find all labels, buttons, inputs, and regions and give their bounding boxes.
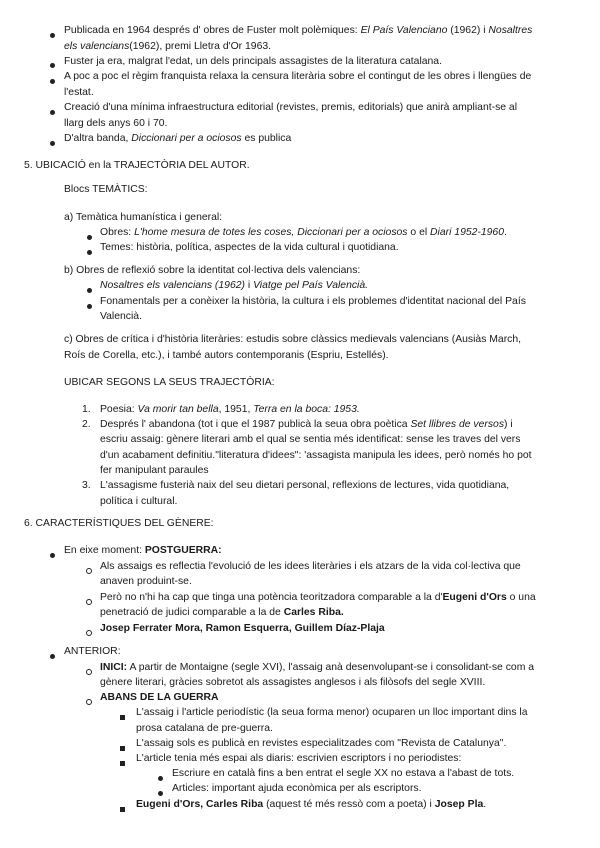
postguerra-item-3: Josep Ferrater Mora, Ramon Esquerra, Guillem Díaz-Plaja — [100, 623, 385, 634]
deep-item-2: Articles: important ajuda econòmica per als escriptors. — [172, 783, 422, 794]
square-bullet-icon — [117, 803, 127, 818]
ubicar-item-2-line-4: fer manipulant paraules — [100, 465, 209, 476]
bullet-icon — [84, 246, 94, 261]
ring-bullet-icon — [84, 627, 94, 642]
blocs-title: Blocs TEMÀTICS: — [64, 184, 148, 195]
ubicar-item-2-line-1: Després l' abandona (tot i que el 1987 publicà la seua obra poètica Set llibres de versos) i — [100, 419, 513, 430]
ring-bullet-icon — [84, 666, 94, 681]
block-b-title: b) Obres de reflexió sobre la identitat col·lectiva dels valencians: — [64, 265, 361, 276]
section-5-heading: 5. UBICACIÓ en la TRAJECTÒRIA DEL AUTOR. — [24, 160, 250, 171]
abans-item-3: L'article tenia més espai als diaris: escrivien escriptors i no periodistes: — [136, 753, 462, 764]
ubicar-item-2-line-3: d'un acabament definitiu."literatura d'idees": 'assagista manipula les idees, però només ho pot — [100, 450, 532, 461]
intro-item-1-line-2: els valencians(1962), premi Lletra d'Or 1963. — [64, 41, 272, 52]
bullet-icon — [47, 59, 57, 74]
abans-item-1-line-2: prosa catalana de pre-guerra. — [136, 723, 273, 734]
abans-guerra-label: ABANS DE LA GUERRA — [100, 692, 219, 703]
ubicar-item-3-line-1: L'assagisme fusterià naix del seu dietari personal, reflexions de lectures, vida quotidiana, — [100, 480, 510, 491]
bullet-icon — [47, 106, 57, 121]
bullet-icon — [84, 231, 94, 246]
intro-item-2: Fuster ja era, malgrat l'edat, un dels principals assagistes de la literatura catalana. — [64, 56, 442, 67]
ubicar-item-1: Poesia: Va morir tan bella, 1951, Terra en la boca: 1953. — [100, 404, 360, 415]
block-a-item-1: Obres: L'home mesura de totes les coses, Diccionari per a ociosos o el Diari 1952-1960. — [100, 227, 507, 238]
ubicar-item-3-line-2: política i cultural. — [100, 496, 178, 507]
bullet-icon — [47, 29, 57, 44]
ubicar-number: 2. — [82, 419, 91, 430]
bullet-icon — [47, 137, 57, 152]
ubicar-number: 3. — [82, 480, 91, 491]
abans-item-4: Eugeni d'Ors, Carles Riba (aquest té més ressò com a poeta) i Josep Pla. — [136, 799, 487, 810]
block-b-item-2-line-1: Fonamentals per a conèixer la història, la cultura i els problemes d'identitat nacional del País — [100, 296, 526, 307]
ring-bullet-icon — [84, 596, 94, 611]
bullet-icon — [84, 284, 94, 299]
anterior-label: ANTERIOR: — [64, 646, 121, 657]
abans-item-1-line-1: L'assaig i l'article periodístic (la seua forma menor) ocuparen un lloc important dins la — [136, 707, 528, 718]
postguerra-item-1-line-2: anaven produint-se. — [100, 576, 192, 587]
square-bullet-icon — [117, 757, 127, 772]
block-a-item-2: Temes: història, política, aspectes de la vida cultural i quotidiana. — [100, 242, 399, 253]
ubicar-number: 1. — [82, 404, 91, 415]
postguerra-item-1-line-1: Als assaigs es reflectia l'evolució de les idees literàries i els atzars de la vida col·lectiva que — [100, 561, 521, 572]
intro-item-4-line-2: llarg dels anys 60 i 70. — [64, 118, 168, 129]
inici-line-2: gènere literari, gràcies sobretot als assagistes anglesos i als filòsofs del segle XVIII. — [100, 677, 486, 688]
block-c-line-1: c) Obres de crítica i d'història literàries: estudis sobre clàssics medievals valencians (Ausiàs March, — [64, 334, 522, 345]
bullet-icon — [47, 549, 57, 564]
square-bullet-icon — [117, 711, 127, 726]
square-bullet-icon — [117, 742, 127, 757]
intro-item-5: D'altra banda, Diccionari per a ociosos es publica — [64, 133, 292, 144]
block-c-line-2: Roís de Corella, etc.), i també autors contemporanis (Espriu, Estellés). — [64, 350, 389, 361]
intro-item-3-line-1: A poc a poc el règim franquista relaxa la censura literària sobre el contingut de les obres i llengües de — [64, 71, 532, 82]
deep-item-1: Escriure en català fins a ben entrat el segle XX no estava a l'abast de tots. — [172, 768, 515, 779]
block-b-item-2-line-2: Valencià. — [100, 311, 142, 322]
postguerra-line: En eixe moment: POSTGUERRA: — [64, 545, 222, 556]
intro-item-3-line-2: l'estat. — [64, 87, 94, 98]
bullet-icon — [155, 772, 165, 787]
bullet-icon — [84, 300, 94, 315]
ring-bullet-icon — [84, 565, 94, 580]
block-a-title: a) Temàtica humanística i general: — [64, 212, 223, 223]
ubicar-item-2-line-2: escriu assaig: gènere literari amb el qual se sentia més identificat: sense les traves del vers — [100, 434, 521, 445]
bullet-icon — [47, 650, 57, 665]
inici-line-1: INICI: A partir de Montaigne (segle XVI), l'assaig anà desenvolupant-se i consolidant-se com a — [100, 662, 535, 673]
abans-item-2: L'assaig sols es publicà en revistes especialitzades com "Revista de Catalunya". — [136, 738, 507, 749]
postguerra-item-2-line-2: penetració de judici comparable a la de Carles Riba. — [100, 607, 344, 618]
ring-bullet-icon — [84, 696, 94, 711]
bullet-icon — [47, 75, 57, 90]
section-6-heading: 6. CARACTERÍSTIQUES DEL GÈNERE: — [24, 518, 214, 529]
postguerra-item-2-line-1: Però no n'hi ha cap que tinga una potència teoritzadora comparable a la d'Eugeni d'Ors o una — [100, 592, 536, 603]
intro-item-4-line-1: Creació d'una mínima infraestructura editorial (revistes, premis, editorials) que anirà ampliant-se al — [64, 102, 518, 113]
ubicar-title: UBICAR SEGONS LA SEUS TRAJECTÒRIA: — [64, 377, 275, 388]
intro-item-1-line-1: Publicada en 1964 després d' obres de Fuster molt polèmiques: El País Valenciano (1962) i Nosaltres — [64, 25, 533, 36]
block-b-item-1: Nosaltres els valencians (1962) i Viatge pel País Valencià. — [100, 280, 369, 291]
